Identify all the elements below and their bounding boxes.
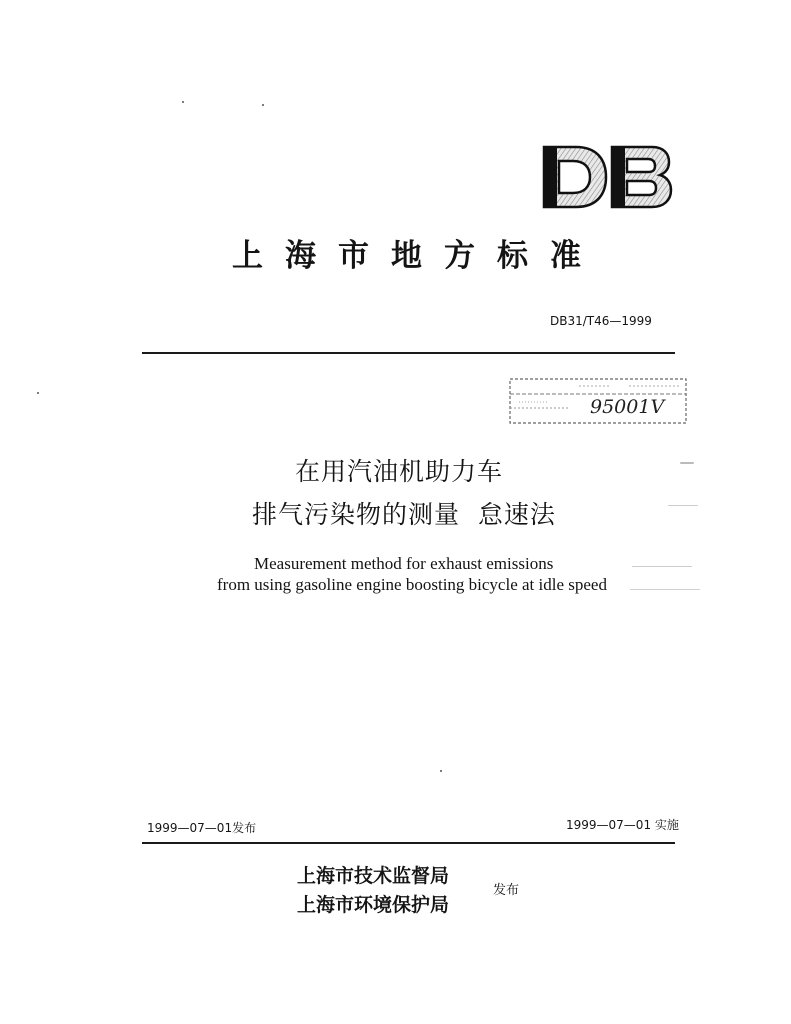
scan-speck [37,392,39,394]
scan-speck [262,104,264,106]
document-title-zh-line1: 在用汽油机助力车 [295,457,504,486]
scan-speck [630,589,700,590]
issuing-authority: 上海市环境保护局 [297,894,450,916]
db-logo [540,143,674,211]
document-title-en-line2: from using gasoline engine boosting bicycle at idle speed [217,575,607,594]
issue-date: 1999—07—01发布 [147,821,257,835]
stamp-handwritten-note: 95001V [590,396,665,418]
implementation-date: 1999—07—01 实施 [566,818,679,832]
scan-speck [182,101,184,103]
issuing-authority: 上海市技术监督局 [297,865,450,887]
document-title-en-line1: Measurement method for exhaust emissions [254,554,554,573]
footer-divider [142,842,675,844]
standard-number: DB31/T46—1999 [550,314,652,328]
standard-type-heading: 上海市地方标准 [232,238,603,274]
scan-speck [440,770,442,772]
document-title-zh-line2: 排气污染物的测量 怠速法 [252,500,556,529]
scan-speck [680,462,694,464]
scan-speck [632,566,692,567]
publish-label: 发布 [493,883,520,898]
header-divider [142,352,675,354]
scan-speck [668,505,698,506]
